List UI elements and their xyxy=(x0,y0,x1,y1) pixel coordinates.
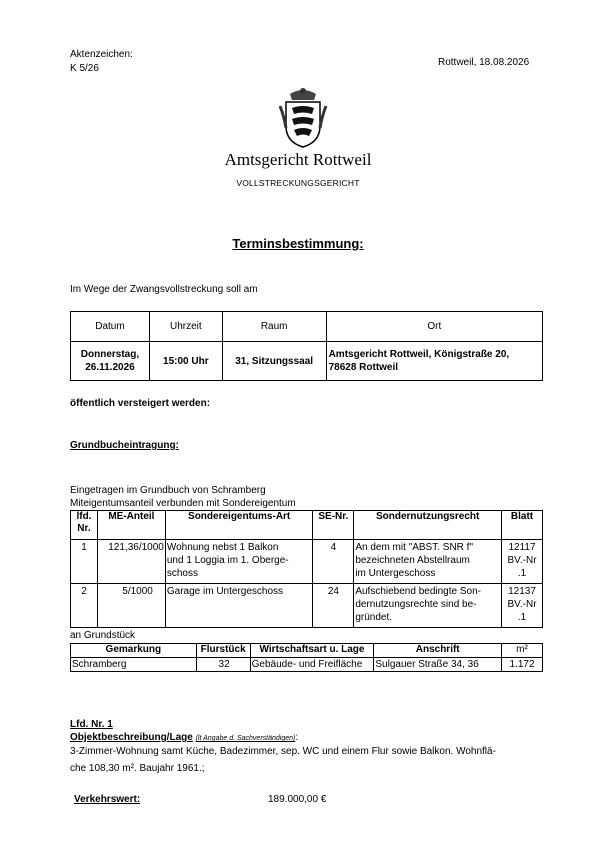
se-art-line: Garage im Untergeschoss xyxy=(166,586,284,597)
wirtschaftsart-cell: Gebäude- und Freifläche xyxy=(250,658,374,672)
termin-datum-weekday: Donnerstag, xyxy=(80,349,140,360)
flaeche-cell: 1.172 xyxy=(502,658,543,672)
blatt-cell xyxy=(502,584,543,628)
blatt-cell xyxy=(502,540,543,584)
blatt-line: 12117 xyxy=(508,542,536,553)
snr-cell xyxy=(354,540,502,584)
me-anteil-cell: 121,36/1000 xyxy=(97,540,165,584)
objekt-heading-line xyxy=(70,731,298,745)
grundstueck-label: an Grundstück xyxy=(70,630,136,641)
se-nr-cell: 2 xyxy=(71,584,98,628)
blatt-line: BV.-Nr xyxy=(507,599,537,610)
col-header-datum: Datum xyxy=(71,312,150,342)
snr-line: An dem mit "ABST. SNR f" xyxy=(355,542,473,553)
table-row xyxy=(71,540,543,584)
termin-table xyxy=(70,311,543,381)
col-header-anschrift: Anschrift xyxy=(374,644,502,658)
termin-ort-line2: 78628 Rottweil xyxy=(328,362,399,373)
objekt-heading: Objektbeschreibung/Lage xyxy=(70,732,193,743)
termin-raum: 31, Sitzungssaal xyxy=(222,342,326,381)
lfd-heading: Lfd. Nr. 1 xyxy=(70,719,113,730)
table-row xyxy=(71,584,543,628)
anschrift-cell: Sulgauer Straße 34, 36 xyxy=(374,658,502,672)
col-header-lfd-nr: lfd. Nr. xyxy=(71,511,98,540)
se-art-line: schoss xyxy=(166,568,198,579)
col-header-ort: Ort xyxy=(326,312,542,342)
col-header-m2: m² xyxy=(502,644,543,658)
court-name: Amtsgericht Rottweil xyxy=(224,150,372,169)
page-title: Terminsbestimmung: xyxy=(232,236,364,251)
termin-ort-line1: Amtsgericht Rottweil, Königstraße 20, xyxy=(328,349,510,360)
se-art-line: Wohnung nebst 1 Balkon xyxy=(166,542,279,553)
se-number-cell: 4 xyxy=(313,540,354,584)
objekt-desc-line1: 3-Zimmer-Wohnung samt Küche, Badezimmer, sep. WC und einem Flur sowie Balkon. Wohnflä- xyxy=(70,746,496,757)
snr-line: Aufschiebend bedingte Son- xyxy=(355,586,481,597)
aktenzeichen-value: K 5/26 xyxy=(70,63,99,74)
verkehrswert-value: 189.000,00 € xyxy=(268,794,327,805)
col-header-blatt: Blatt xyxy=(502,511,543,540)
flurstueck-cell: 32 xyxy=(196,658,250,672)
grundbuch-line1: Eingetragen im Grundbuch von Schramberg xyxy=(70,485,266,496)
se-art-cell xyxy=(165,584,313,628)
col-header-uhrzeit: Uhrzeit xyxy=(149,312,222,342)
termin-datum-date: 26.11.2026 xyxy=(85,362,135,373)
gemarkung-cell: Schramberg xyxy=(71,658,197,672)
snr-cell xyxy=(354,584,502,628)
objekt-note: (lt Angabe d. Sachverständigen) xyxy=(195,735,296,742)
col-header-snr: Sondernutzungsrecht xyxy=(354,511,502,540)
se-nr-cell: 1 xyxy=(71,540,98,584)
grundstueck-table xyxy=(70,643,543,672)
col-header-se-nr: SE-Nr. xyxy=(313,511,354,540)
col-header-gemarkung: Gemarkung xyxy=(71,644,197,658)
coat-of-arms-icon xyxy=(278,86,328,148)
table-row xyxy=(71,658,543,672)
blatt-line: .1 xyxy=(517,612,527,623)
aktenzeichen-label: Aktenzeichen: xyxy=(70,49,133,60)
verkehrswert-label: Verkehrswert: xyxy=(74,794,141,805)
grundbuch-heading: Grundbucheintragung: xyxy=(70,440,179,451)
se-art-line: und 1 Loggia im 1. Oberge- xyxy=(166,555,289,566)
col-header-flurstueck: Flurstück xyxy=(196,644,250,658)
snr-line: bezeichneten Abstellraum xyxy=(355,555,470,566)
termin-datum xyxy=(71,342,150,381)
se-art-cell xyxy=(165,540,313,584)
grundbuch-line2: Miteigentumsanteil verbunden mit Sondereigentum xyxy=(70,498,296,509)
place-date: Rottweil, 18.08.2026 xyxy=(438,57,530,68)
col-header-se-art: Sondereigentums-Art xyxy=(165,511,313,540)
se-number-cell: 24 xyxy=(313,584,354,628)
snr-line: gründet. xyxy=(355,612,393,623)
court-department: VOLLSTRECKUNGSGERICHT xyxy=(236,178,360,188)
col-header-me-anteil: ME-Anteil xyxy=(97,511,165,540)
col-header-wirtschaftsart: Wirtschaftsart u. Lage xyxy=(250,644,374,658)
versteigert-text: öffentlich versteigert werden: xyxy=(70,398,211,409)
col-header-raum: Raum xyxy=(222,312,326,342)
objekt-colon: : xyxy=(295,732,299,743)
snr-line: dernutzungsrechte sind be- xyxy=(355,599,477,610)
objekt-desc-line2: che 108,30 m². Baujahr 1961.; xyxy=(70,763,205,774)
blatt-line: .1 xyxy=(517,568,527,579)
termin-uhrzeit: 15:00 Uhr xyxy=(149,342,222,381)
blatt-line: BV.-Nr xyxy=(507,555,537,566)
blatt-line: 12137 xyxy=(508,586,536,597)
intro-text: Im Wege der Zwangsvollstreckung soll am xyxy=(70,284,258,295)
me-anteil-cell: 5/1000 xyxy=(97,584,165,628)
snr-line: im Untergeschoss xyxy=(355,568,436,579)
termin-ort xyxy=(326,342,542,381)
sondereigentum-table xyxy=(70,510,543,628)
